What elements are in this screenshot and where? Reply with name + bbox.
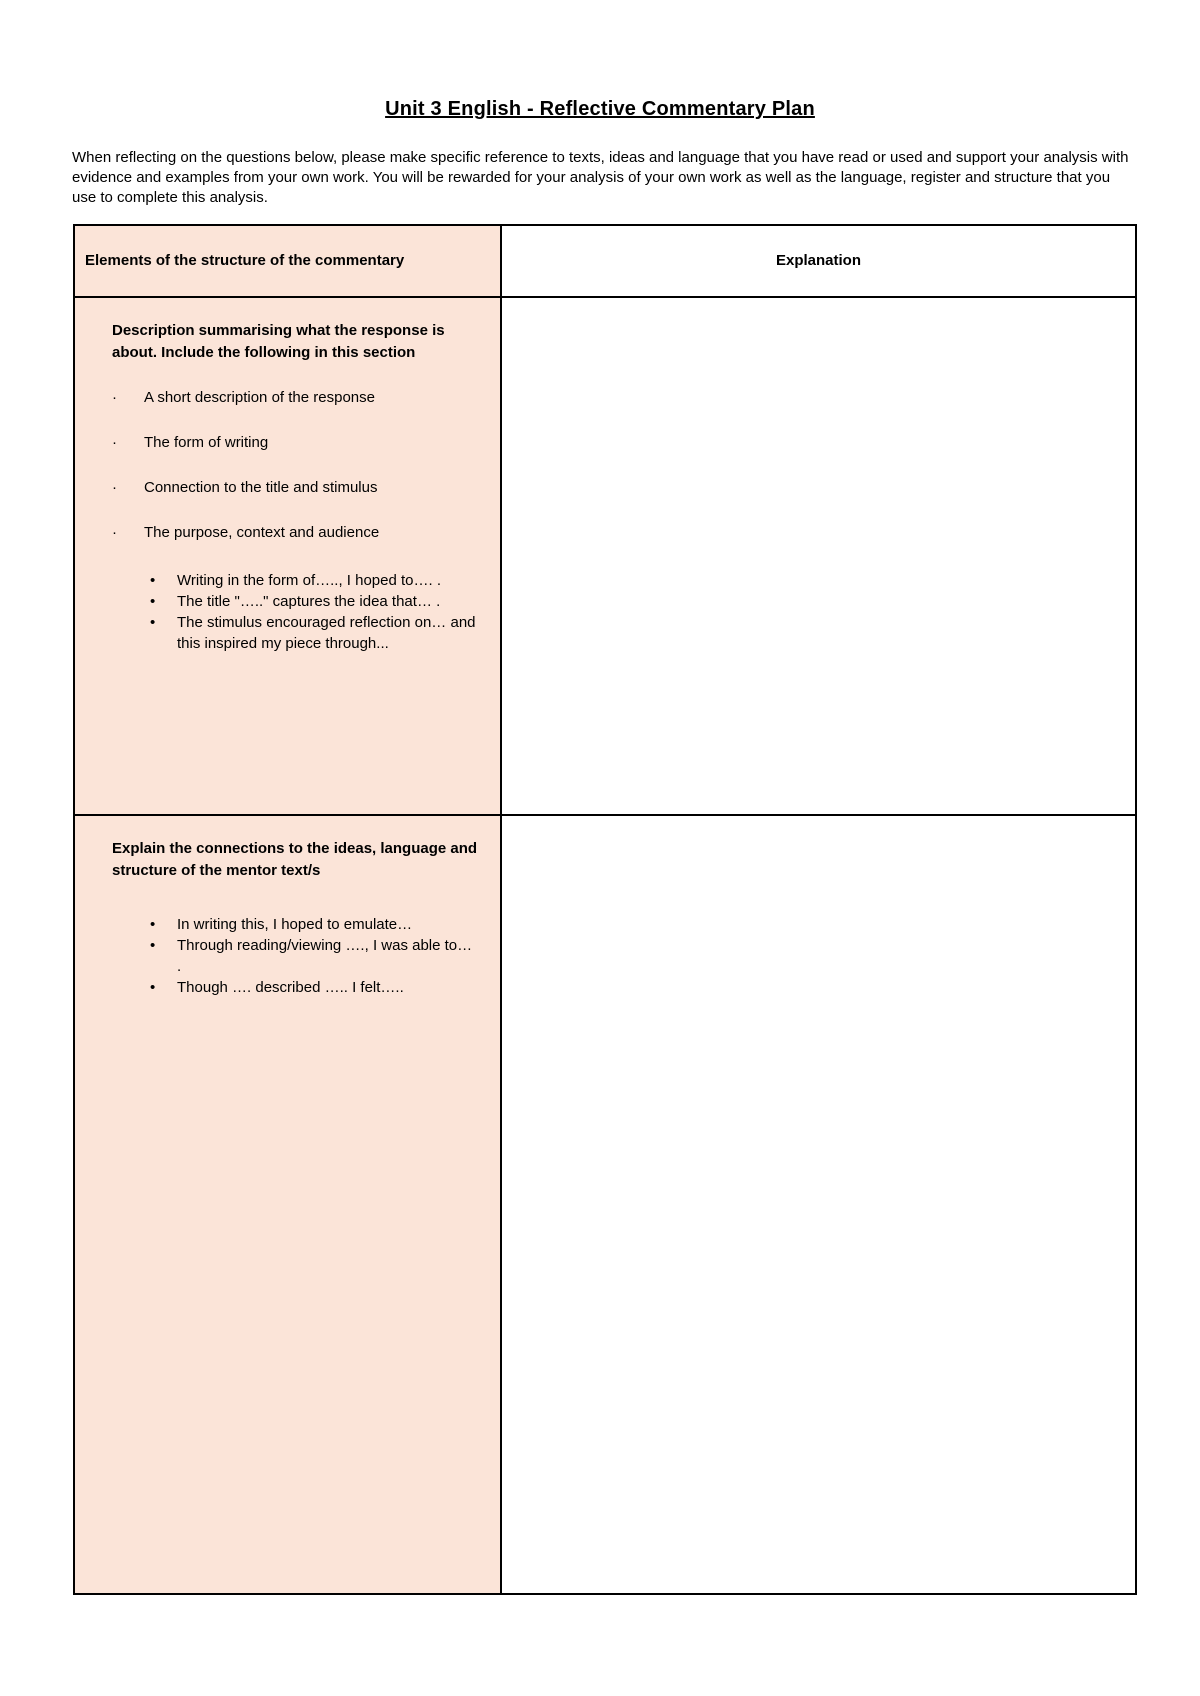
list-item [150,570,480,591]
section-heading-mentor-connections: Explain the connections to the ideas, language and structure of the mentor text/s [112,840,478,879]
list-item-text: The purpose, context and audience [144,524,380,541]
list-item-text: In writing this, I hoped to emulate… [177,916,413,933]
table-header-row [75,226,1135,298]
list-item-text: The form of writing [144,434,269,451]
list-item [112,478,482,523]
list-item [150,612,480,654]
explanation-cell-mentor-connections[interactable] [502,816,1135,1593]
list-item-text: Writing in the form of….., I hoped to…. . [177,572,442,589]
mentor-sentence-starters [150,914,480,998]
list-item-text: Connection to the title and stimulus [144,479,378,496]
bullet-icon: • [150,916,156,933]
list-item [112,388,482,433]
list-item-text: The title "….." captures the idea that… . [177,593,441,610]
bullet-icon: • [150,572,156,589]
list-item-text: Through reading/viewing …., I was able to… . [177,937,473,975]
middot-bullet-icon: · [112,524,117,541]
list-item [150,977,480,998]
list-item-text: Though …. described ….. I felt….. [177,979,404,996]
element-cell-description [75,298,502,814]
bullet-icon: • [150,937,156,954]
header-elements-label: Elements of the structure of the commentary [85,252,405,269]
section-heading-description: Description summarising what the response is about. Include the following in this section [112,322,445,361]
middot-bullet-icon: · [112,389,117,406]
bullet-icon: • [150,979,156,996]
list-item-text: A short description of the response [144,389,375,406]
header-cell-explanation [502,226,1135,296]
bullet-icon: • [150,593,156,610]
bullet-icon: • [150,614,156,631]
commentary-plan-table [73,224,1137,1595]
explanation-cell-description[interactable] [502,298,1135,814]
element-cell-mentor-connections [75,816,502,1593]
table-row-mentor-connections [75,816,1135,1593]
header-explanation-label: Explanation [775,252,861,269]
page-title: Unit 3 English - Reflective Commentary Plan [385,98,815,120]
intro-paragraph: When reflecting on the questions below, please make specific reference to texts, ideas and language that you have read or used and support your analysis with evidence and examples from your own work. You will be rewarded for your analysis of your own work as well as the language, register and structure that you use to complete this analysis. [72,149,1129,206]
description-sentence-starters [150,570,480,654]
list-item [150,914,480,935]
list-item [112,523,482,568]
header-cell-elements [75,226,502,296]
table-row-description [75,298,1135,816]
middot-bullet-icon: · [112,479,117,496]
list-item [112,433,482,478]
list-item [150,591,480,612]
description-checklist [112,388,482,568]
list-item-text: The stimulus encouraged reflection on… and this inspired my piece through... [177,614,476,652]
middot-bullet-icon: · [112,434,117,451]
list-item [150,935,480,977]
